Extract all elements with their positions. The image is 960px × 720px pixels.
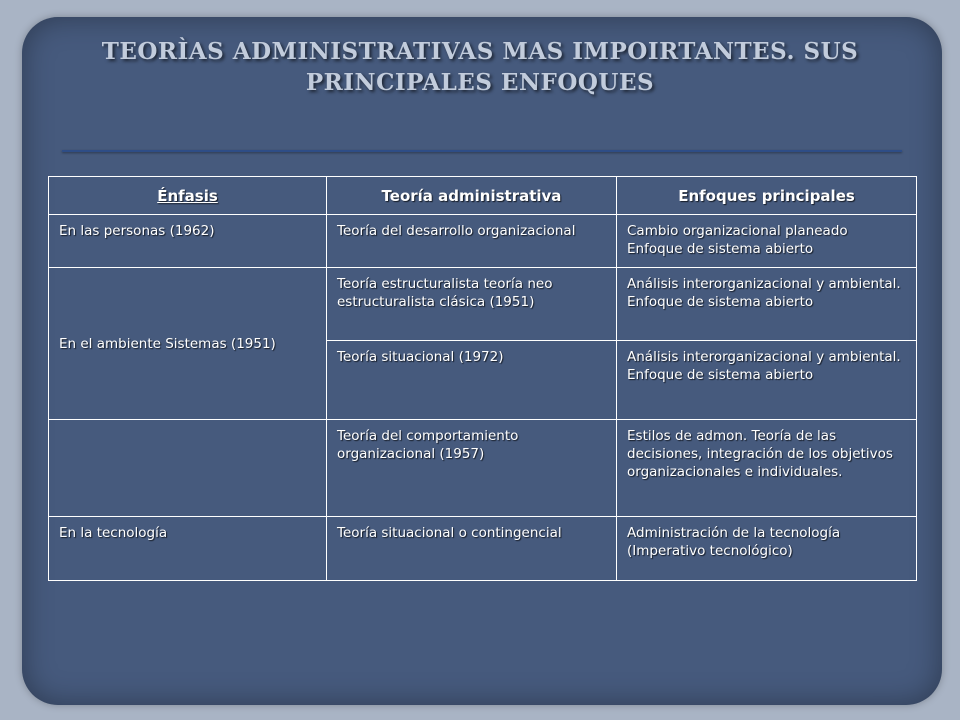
slide-title-line-1: TEORÌAS ADMINISTRATIVAS MAS IMPOIRTANTES. SUS bbox=[101, 38, 859, 65]
slide-title-line-2: PRINCIPALES ENFOQUES bbox=[305, 69, 655, 96]
cell-enfasis bbox=[49, 420, 327, 517]
table-row bbox=[49, 215, 917, 268]
cell-enfoques: Análisis interorganizacional y ambiental. Enfoque de sistema abierto bbox=[617, 268, 917, 341]
cell-teoria: Teoría del comportamiento organizacional (1957) bbox=[327, 420, 617, 517]
cell-enfoques: Análisis interorganizacional y ambiental. Enfoque de sistema abierto bbox=[617, 341, 917, 420]
cell-teoria: Teoría situacional (1972) bbox=[327, 341, 617, 420]
cell-enfoques: Estilos de admon. Teoría de las decisiones, integración de los objetivos organizacionales e individuales. bbox=[617, 420, 917, 517]
table-row bbox=[49, 420, 917, 517]
table-row bbox=[49, 268, 917, 341]
cell-teoria: Teoría del desarrollo organizacional bbox=[327, 215, 617, 268]
cell-teoria: Teoría situacional o contingencial bbox=[327, 517, 617, 581]
table-row bbox=[49, 517, 917, 581]
cell-enfasis: En las personas (1962) bbox=[49, 215, 327, 268]
header-enfoques: Enfoques principales bbox=[617, 177, 917, 215]
cell-enfoques: Cambio organizacional planeado Enfoque de sistema abierto bbox=[617, 215, 917, 268]
cell-teoria: Teoría estructuralista teoría neo estructuralista clásica (1951) bbox=[327, 268, 617, 341]
title-divider bbox=[62, 150, 902, 152]
header-enfasis: Énfasis bbox=[49, 177, 327, 215]
cell-enfasis: En el ambiente Sistemas (1951) bbox=[49, 268, 327, 420]
theories-table bbox=[48, 176, 917, 581]
slide-title bbox=[40, 36, 920, 98]
cell-enfoques: Administración de la tecnología (Imperativo tecnológico) bbox=[617, 517, 917, 581]
header-teoria: Teoría administrativa bbox=[327, 177, 617, 215]
table-header-row bbox=[49, 177, 917, 215]
cell-enfasis: En la tecnología bbox=[49, 517, 327, 581]
